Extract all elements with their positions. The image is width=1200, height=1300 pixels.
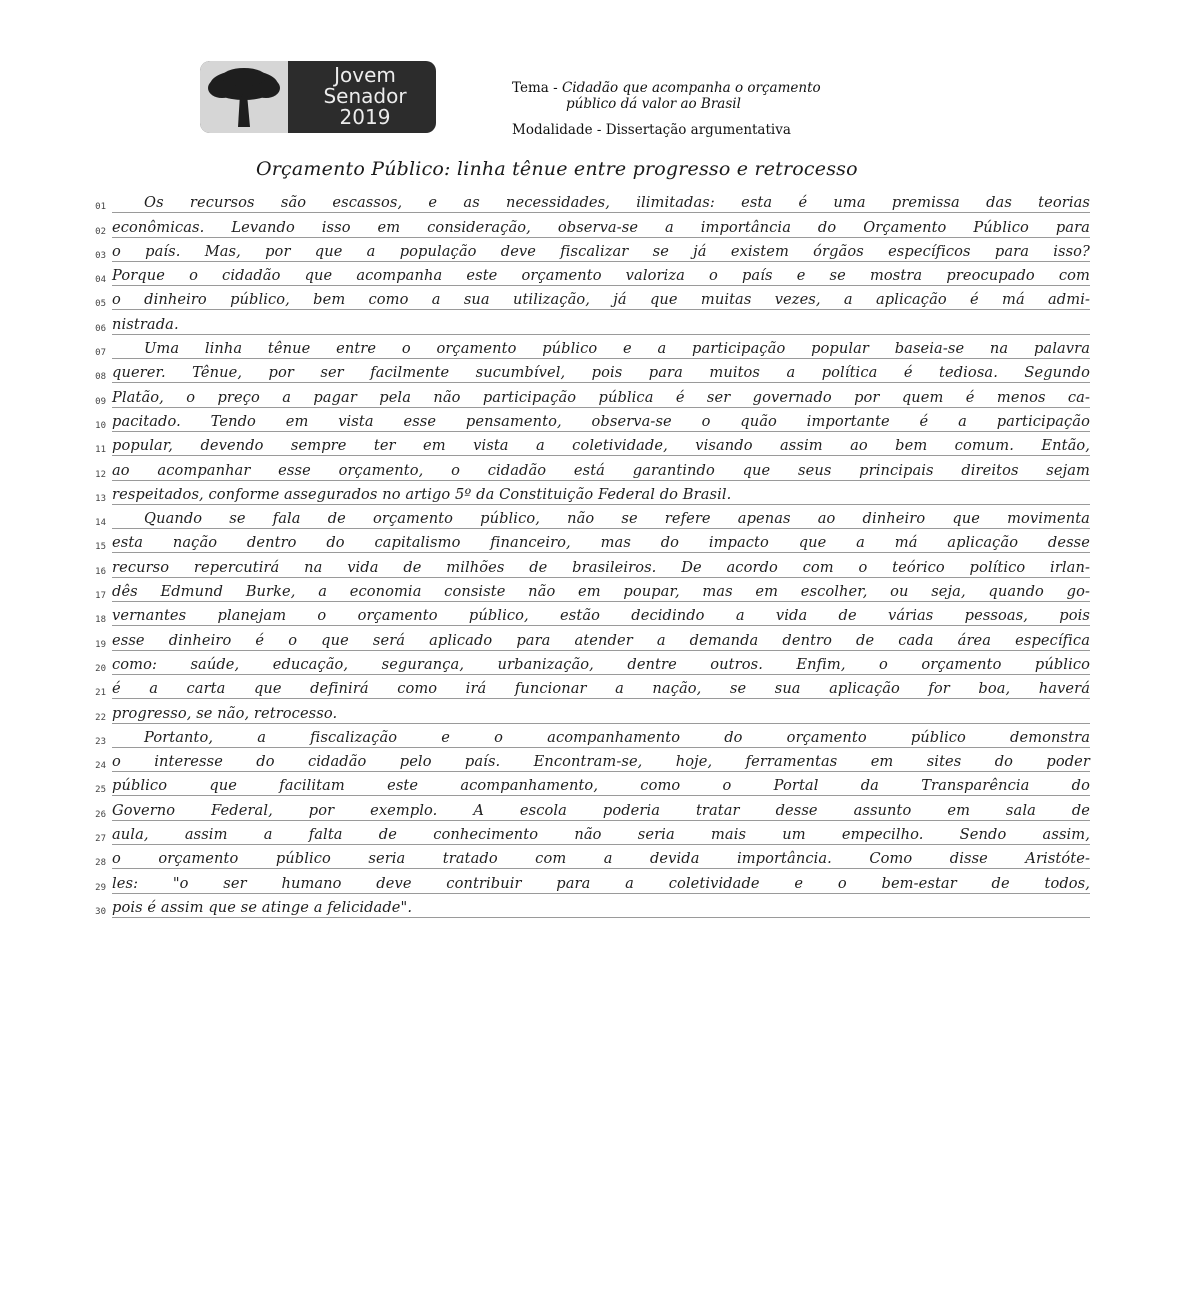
essay-line bbox=[84, 456, 1090, 480]
essay-line-text: pacitado. Tendo em vista esse pensamento, observa-se o quão importante é a participação bbox=[112, 412, 1090, 430]
line-rule bbox=[112, 917, 1090, 918]
theme-text-1: Cidadão que acompanha o orçamento bbox=[561, 80, 821, 96]
essay-line-text: vernantes planejam o orçamento público, estão decidindo a vida de várias pessoas, pois bbox=[112, 607, 1090, 625]
essay-line bbox=[84, 213, 1090, 237]
essay-line-text: Uma linha tênue entre o orçamento público e a participação popular baseia-se na palavra bbox=[144, 340, 1090, 358]
essay-line bbox=[84, 408, 1090, 432]
essay-line-text: querer. Tênue, por ser facilmente sucumbível, pois para muitos a política é tediosa. Segundo bbox=[112, 364, 1090, 382]
essay-line bbox=[84, 894, 1090, 918]
essay-line bbox=[84, 335, 1090, 359]
line-number: 07 bbox=[95, 348, 106, 359]
essay-line bbox=[84, 675, 1090, 699]
essay-line-text: aula, assim a falta de conhecimento não seria mais um empecilho. Sendo assim, bbox=[112, 826, 1090, 844]
essay-line bbox=[84, 626, 1090, 650]
line-number: 05 bbox=[95, 299, 106, 310]
line-number: 12 bbox=[95, 469, 106, 480]
essay-line bbox=[84, 699, 1090, 723]
essay-line-text: ao acompanhar esse orçamento, o cidadão está garantindo que seus principais direitos sejam bbox=[112, 461, 1090, 479]
line-number: 08 bbox=[95, 372, 106, 383]
line-number: 21 bbox=[95, 688, 106, 699]
essay-title: Orçamento Público: linha tênue entre progresso e retrocesso bbox=[256, 158, 858, 180]
essay-line-text: recurso repercutirá na vida de milhões de brasileiros. De acordo com o teórico político irlan- bbox=[112, 558, 1090, 576]
logo-text bbox=[298, 65, 432, 128]
essay-line bbox=[84, 189, 1090, 213]
essay-line-text: Governo Federal, por exemplo. A escola poderia tratar desse assunto em sala de bbox=[112, 801, 1090, 819]
jovem-senador-logo bbox=[200, 61, 436, 133]
essay-line-text: Os recursos são escassos, e as necessidades, ilimitadas: esta é uma premissa das teorias bbox=[144, 194, 1090, 212]
line-number: 11 bbox=[95, 445, 106, 456]
essay-line-text: Quando se fala de orçamento público, não se refere apenas ao dinheiro que movimenta bbox=[144, 510, 1090, 528]
essay-line bbox=[84, 310, 1090, 334]
essay-line bbox=[84, 432, 1090, 456]
essay-line bbox=[84, 651, 1090, 675]
line-number: 30 bbox=[95, 906, 106, 917]
line-number: 28 bbox=[95, 858, 106, 869]
essay-line-text: les: "o ser humano deve contribuir para a coletividade e o bem-estar de todos, bbox=[112, 874, 1090, 892]
essay-line-text: Platão, o preço a pagar pela não participação pública é ser governado por quem é menos ca- bbox=[112, 388, 1090, 406]
essay-line-text: econômicas. Levando isso em consideração, observa-se a importância do Orçamento Público para bbox=[112, 218, 1090, 236]
line-number: 09 bbox=[95, 396, 106, 407]
line-number: 23 bbox=[95, 736, 106, 747]
line-number: 02 bbox=[95, 226, 106, 237]
essay-line bbox=[84, 505, 1090, 529]
line-number: 16 bbox=[95, 566, 106, 577]
line-number: 04 bbox=[95, 275, 106, 286]
line-number: 14 bbox=[95, 518, 106, 529]
essay-line bbox=[84, 553, 1090, 577]
essay-line-text: o orçamento público seria tratado com a devida importância. Como disse Aristóte- bbox=[112, 850, 1090, 868]
line-number: 27 bbox=[95, 834, 106, 845]
line-number: 13 bbox=[95, 493, 106, 504]
line-number: 24 bbox=[95, 761, 106, 772]
essay-line-text: pois é assim que se atinge a felicidade". bbox=[112, 898, 413, 916]
essay-line-text: respeitados, conforme assegurados no artigo 5º da Constituição Federal do Brasil. bbox=[112, 485, 732, 503]
essay-line bbox=[84, 796, 1090, 820]
essay-line bbox=[84, 238, 1090, 262]
line-number: 26 bbox=[95, 809, 106, 820]
theme-text-2: público dá valor ao Brasil bbox=[566, 96, 741, 112]
essay-line-text: Porque o cidadão que acompanha este orçamento valoriza o país e se mostra preocupado com bbox=[112, 267, 1090, 285]
essay-line-text: progresso, se não, retrocesso. bbox=[112, 704, 338, 722]
theme-line-1 bbox=[512, 80, 992, 96]
line-number: 22 bbox=[95, 712, 106, 723]
essay-line bbox=[84, 602, 1090, 626]
essay-line-text: público que facilitam este acompanhamento, como o Portal da Transparência do bbox=[112, 777, 1090, 795]
line-number: 01 bbox=[95, 202, 106, 213]
essay-line-text: dês Edmund Burke, a economia consiste não em poupar, mas em escolher, ou seja, quando go- bbox=[112, 583, 1090, 601]
essay-line-text: popular, devendo sempre ter em vista a coletividade, visando assim ao bem comum. Então, bbox=[112, 437, 1090, 455]
essay-line bbox=[84, 869, 1090, 893]
line-number: 06 bbox=[95, 323, 106, 334]
essay-line-text: o dinheiro público, bem como a sua utilização, já que muitas vezes, a aplicação é má admi- bbox=[112, 291, 1090, 309]
essay-line-text: é a carta que definirá como irá funcionar a nação, se sua aplicação for boa, haverá bbox=[112, 680, 1090, 698]
essay-line-text: Portanto, a fiscalização e o acompanhamento do orçamento público demonstra bbox=[144, 728, 1090, 746]
theme-label: Tema - bbox=[512, 80, 562, 96]
logo-line-3: 2019 bbox=[339, 105, 391, 129]
logo-line-1: Jovem bbox=[334, 63, 396, 87]
line-number: 18 bbox=[95, 615, 106, 626]
essay-line-text: esse dinheiro é o que será aplicado para atender a demanda dentro de cada área específica bbox=[112, 631, 1090, 649]
essay-line bbox=[84, 578, 1090, 602]
theme-line-2 bbox=[512, 96, 992, 112]
essay-line bbox=[84, 383, 1090, 407]
essay-line bbox=[84, 286, 1090, 310]
line-number: 19 bbox=[95, 639, 106, 650]
essay-line-text: nistrada. bbox=[112, 315, 179, 333]
essay-line-text: esta nação dentro do capitalismo financeiro, mas do impacto que a má aplicação desse bbox=[112, 534, 1090, 552]
tree-icon bbox=[200, 61, 288, 133]
essay-line bbox=[84, 748, 1090, 772]
line-number: 29 bbox=[95, 882, 106, 893]
line-number: 17 bbox=[95, 591, 106, 602]
essay-line bbox=[84, 262, 1090, 286]
line-number: 03 bbox=[95, 250, 106, 261]
logo-line-2: Senador bbox=[323, 84, 407, 108]
line-number: 20 bbox=[95, 663, 106, 674]
essay-line bbox=[84, 724, 1090, 748]
essay-line bbox=[84, 772, 1090, 796]
modality: Modalidade - Dissertação argumentativa bbox=[512, 122, 791, 138]
line-number: 25 bbox=[95, 785, 106, 796]
essay-line bbox=[84, 481, 1090, 505]
line-number: 15 bbox=[95, 542, 106, 553]
line-number: 10 bbox=[95, 420, 106, 431]
essay-line-text: o país. Mas, por que a população deve fiscalizar se já existem órgãos específicos para isso? bbox=[112, 242, 1090, 260]
essay-line-text: o interesse do cidadão pelo país. Encontram-se, hoje, ferramentas em sites do poder bbox=[112, 753, 1090, 771]
ruled-answer-sheet bbox=[84, 189, 1090, 918]
essay-line-text: como: saúde, educação, segurança, urbanização, dentre outros. Enfim, o orçamento público bbox=[112, 655, 1090, 673]
essay-line bbox=[84, 529, 1090, 553]
theme-header bbox=[512, 80, 992, 138]
essay-line bbox=[84, 359, 1090, 383]
essay-line bbox=[84, 821, 1090, 845]
essay-line bbox=[84, 845, 1090, 869]
